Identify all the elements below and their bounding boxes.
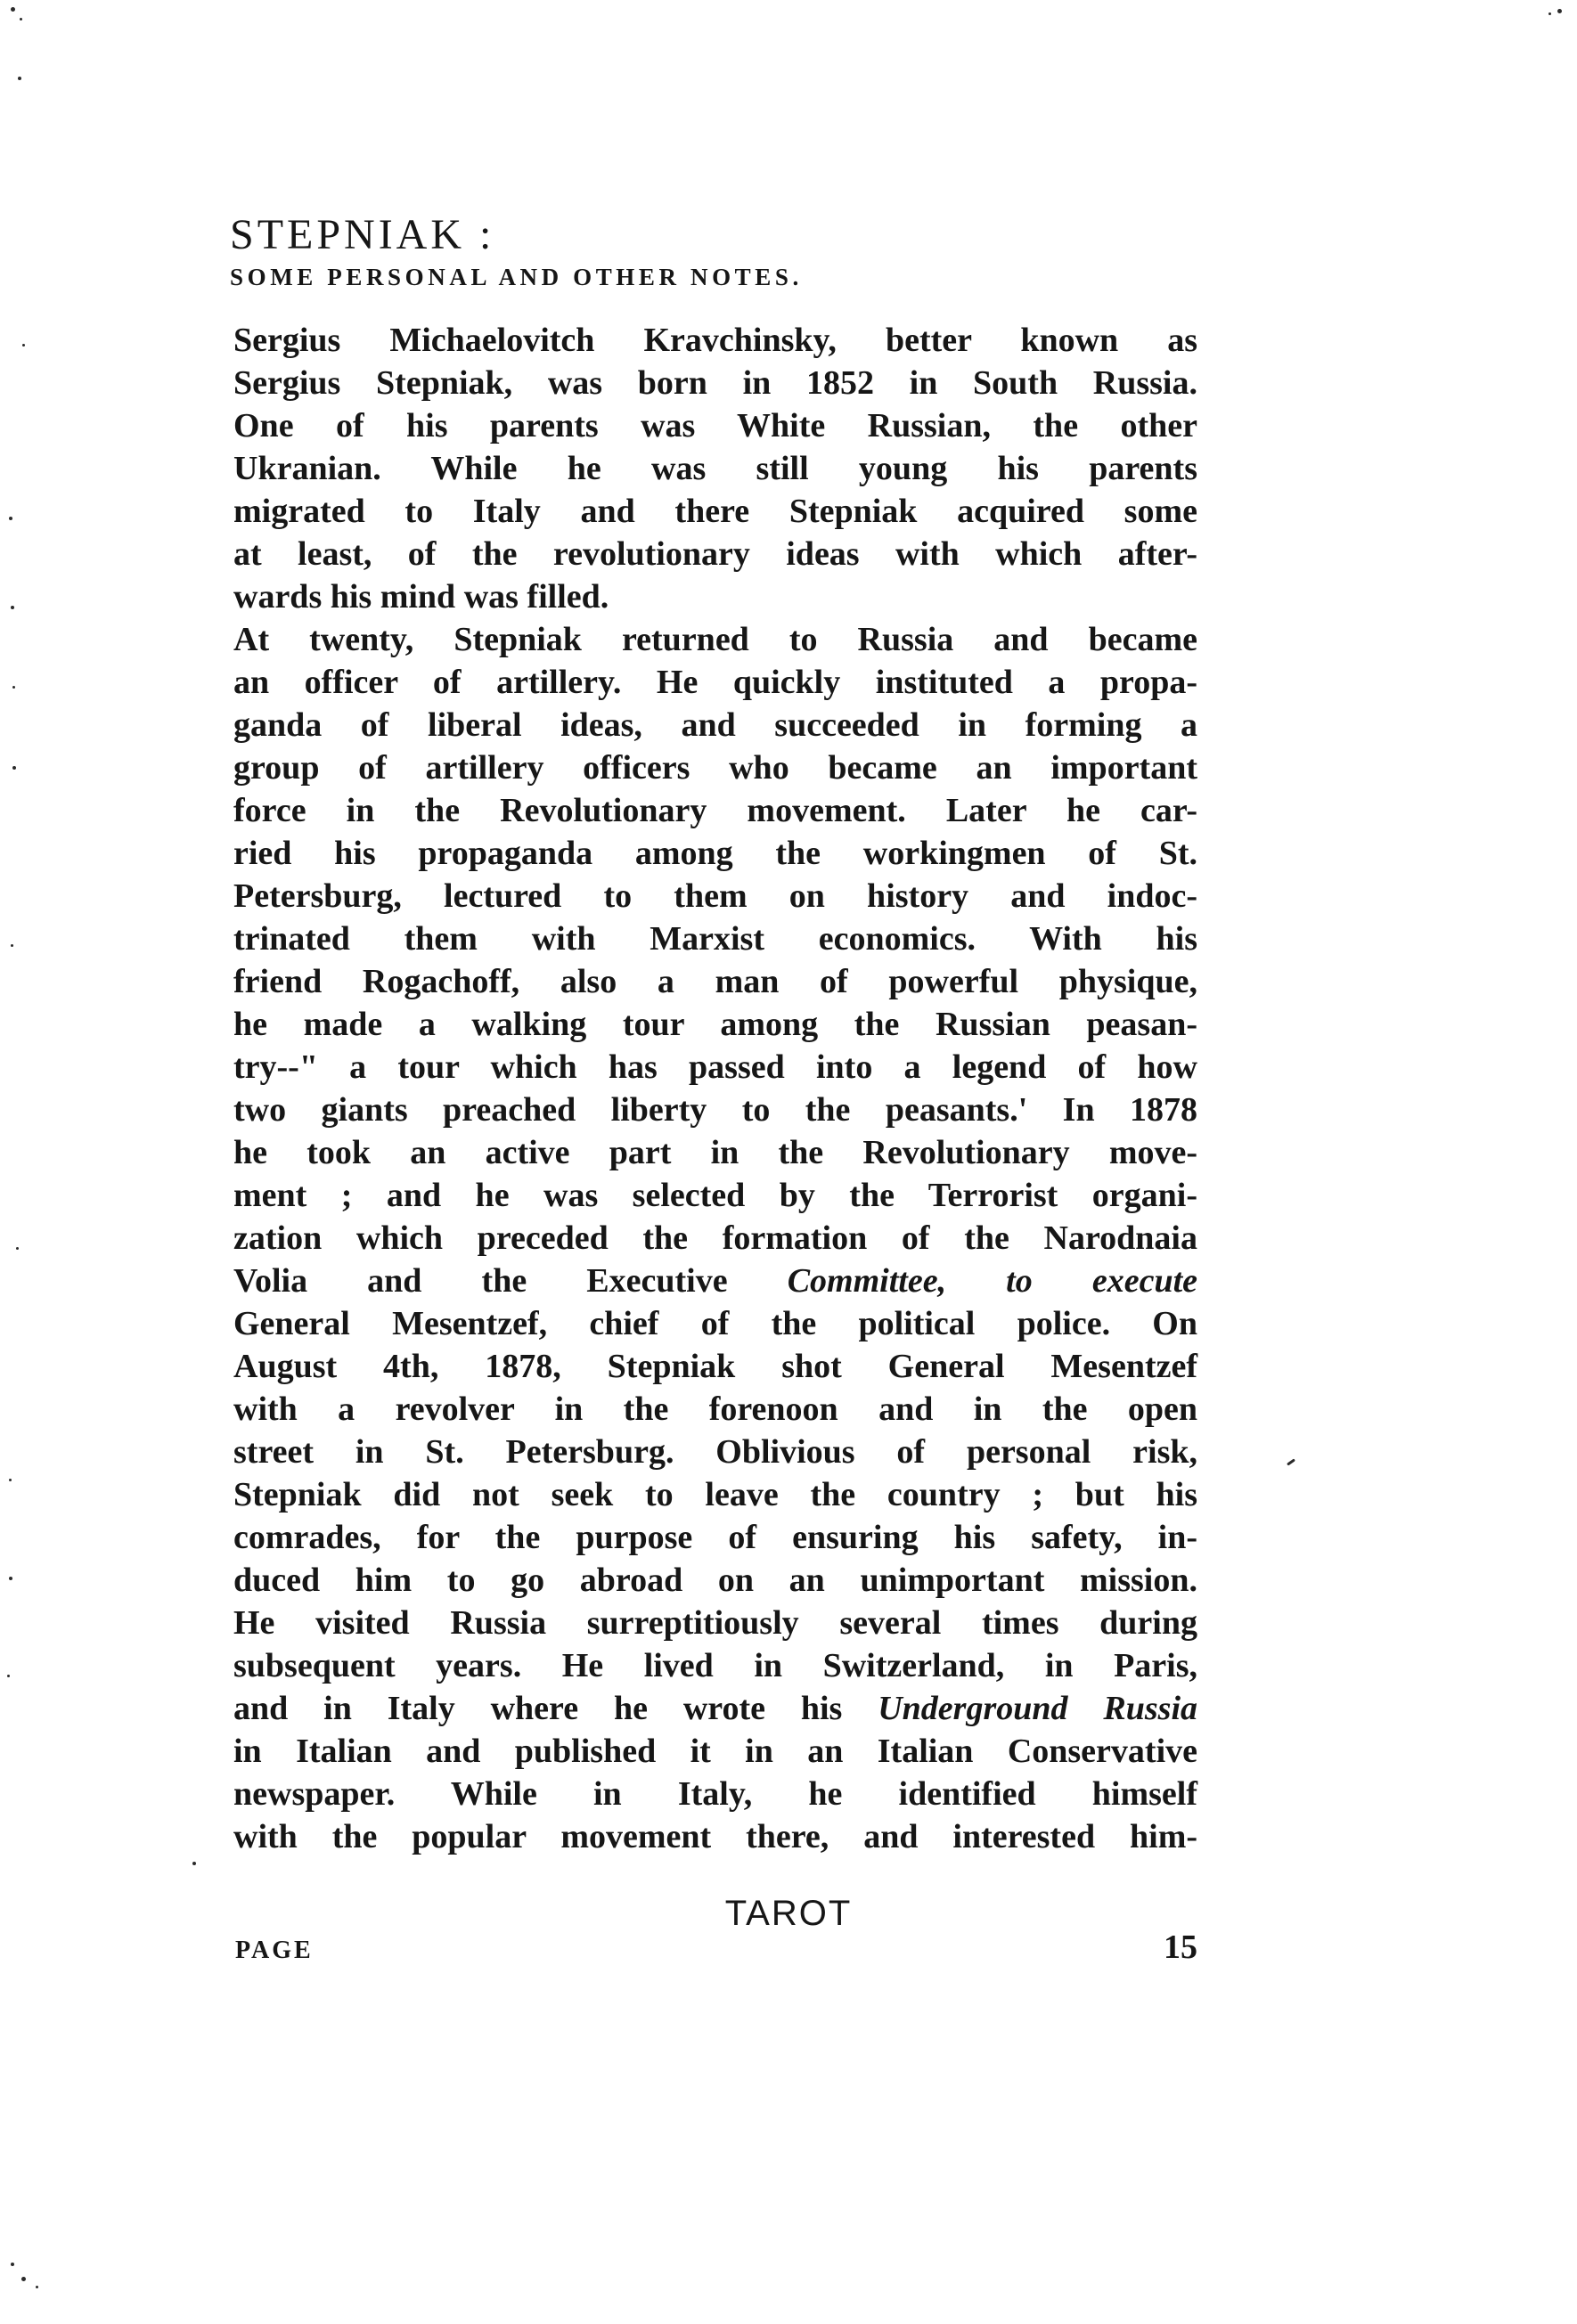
body-line (233, 1687, 1197, 1730)
body-line: at least, of the revolutionary ideas with which after- (233, 535, 1197, 573)
scan-speck (21, 2277, 26, 2281)
scan-speck (20, 18, 22, 20)
scan-speck (7, 1675, 10, 1677)
scan-speck (16, 1247, 19, 1250)
article-title: STEPNIAK : (230, 211, 495, 258)
body-line: newspaper. While in Italy, he identified himself (233, 1775, 1197, 1813)
scan-speck (1287, 1458, 1295, 1465)
scan-speck (18, 77, 21, 80)
article-body (233, 319, 1197, 1858)
body-line: General Mesentzef, chief of the political police. On (233, 1305, 1197, 1342)
body-line: At twenty, Stepniak returned to Russia and became (233, 621, 1197, 658)
body-line: he took an active part in the Revolutionary move- (233, 1134, 1197, 1171)
page-label: PAGE (235, 1937, 314, 1964)
scan-speck (12, 766, 16, 770)
body-line: two giants preached liberty to the peasants.' In 1878 (233, 1091, 1197, 1129)
body-line: He visited Russia surreptitiously several times during (233, 1604, 1197, 1642)
body-line: ried his propaganda among the workingmen of St. (233, 835, 1197, 872)
scan-speck (9, 1479, 12, 1481)
scan-speck (22, 344, 25, 347)
body-line-text: Volia and the Executive (233, 1262, 728, 1300)
body-line: with a revolver in the forenoon and in the open (233, 1390, 1197, 1428)
scan-speck (36, 2286, 38, 2288)
body-line: group of artillery officers who became an important (233, 749, 1197, 787)
body-line: street in St. Petersburg. Oblivious of personal risk, (233, 1433, 1197, 1471)
scan-speck (11, 2263, 14, 2266)
scan-speck (9, 1577, 12, 1580)
body-line: migrated to Italy and there Stepniak acquired some (233, 493, 1197, 530)
article-subtitle: SOME PERSONAL AND OTHER NOTES. (230, 264, 803, 290)
body-line: zation which preceded the formation of the Narodnaia (233, 1219, 1197, 1257)
body-line: wards his mind was filled. (233, 578, 609, 616)
body-line-text: and in Italy where he wrote his (233, 1690, 843, 1727)
body-line: an officer of artillery. He quickly instituted a propa- (233, 664, 1197, 701)
body-line (233, 1260, 1197, 1302)
body-line: try--" a tour which has passed into a legend of how (233, 1048, 1197, 1086)
italic-after-committee: , to execute (937, 1262, 1198, 1300)
body-line: Ukranian. While he was still young his parents (233, 450, 1197, 487)
body-line: with the popular movement there, and interested him- (233, 1818, 1197, 1855)
publication-title: TAROT (724, 1894, 853, 1933)
page-number: 15 (1164, 1929, 1197, 1966)
scan-speck (1548, 12, 1551, 15)
body-line: ganda of liberal ideas, and succeeded in forming a (233, 706, 1197, 744)
body-line: One of his parents was White Russian, the other (233, 407, 1197, 444)
scan-speck (11, 7, 15, 12)
scan-speck (192, 1862, 196, 1865)
body-line: Petersburg, lectured to them on history and indoc- (233, 877, 1197, 915)
scan-speck (9, 517, 12, 520)
body-line: Sergius Michaelovitch Kravchinsky, better known as (233, 322, 1197, 359)
body-line: force in the Revolutionary movement. Later he car- (233, 792, 1197, 829)
body-line: duced him to go abroad on an unimportant mission. (233, 1562, 1197, 1599)
body-line: subsequent years. He lived in Switzerland, in Paris, (233, 1647, 1197, 1684)
body-line: he made a walking tour among the Russian peasan- (233, 1006, 1197, 1043)
body-line: August 4th, 1878, Stepniak shot General Mesentzef (233, 1348, 1197, 1385)
body-line: ment ; and he was selected by the Terrorist organi- (233, 1177, 1197, 1214)
body-line: comrades, for the purpose of ensuring his safety, in- (233, 1519, 1197, 1556)
italic-book-title: Underground Russia (878, 1690, 1198, 1727)
body-line: in Italian and published it in an Italian Conservative (233, 1733, 1197, 1770)
scan-speck (1557, 9, 1562, 13)
scan-speck (11, 944, 13, 947)
scan-speck (12, 686, 15, 689)
body-line: trinated them with Marxist economics. With his (233, 920, 1197, 958)
italic-committee: Committee (787, 1262, 938, 1300)
body-line: Sergius Stepniak, was born in 1852 in South Russia. (233, 364, 1197, 402)
body-line: Stepniak did not seek to leave the country ; but his (233, 1476, 1197, 1513)
body-line: friend Rogachoff, also a man of powerful physique, (233, 963, 1197, 1000)
scan-speck (11, 606, 14, 609)
